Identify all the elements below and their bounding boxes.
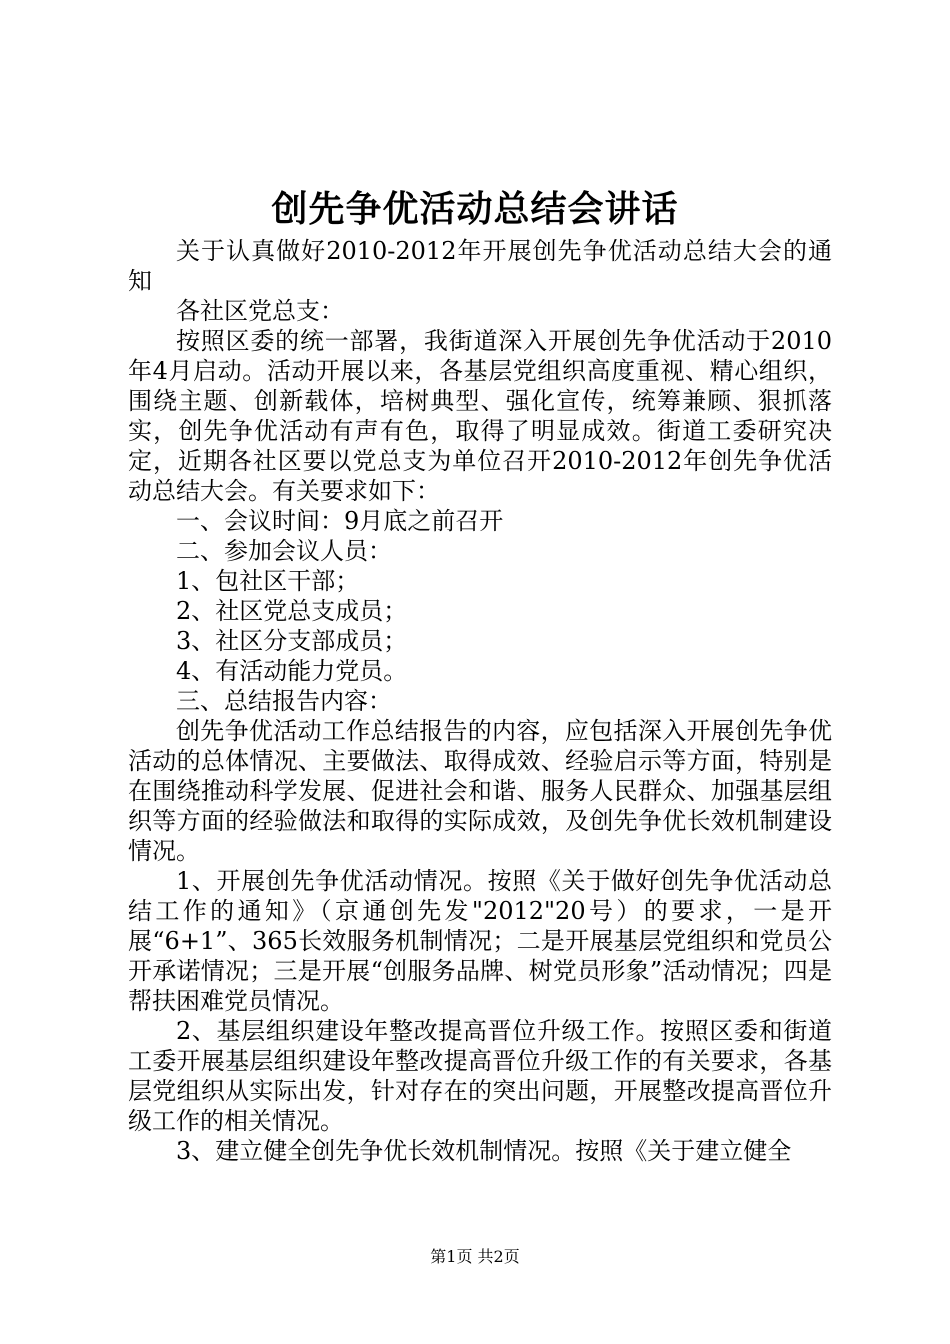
paragraph-attendees-heading: 二、参加会议人员： bbox=[176, 537, 392, 565]
paragraph-report-heading: 三、总结报告内容： bbox=[176, 687, 392, 715]
paragraph-salutation: 各社区党总支： bbox=[176, 297, 344, 325]
page-number-footer: 第1页 共2页 bbox=[430, 1247, 520, 1266]
paragraph-item-2: 2、基层组织建设年整改提高晋位升级工作。按照区委和街道工委开展基层组织建设年整改提高晋位升级工作的有关要求，各基层党组织从实际出发，针对存在的突出问题，开展整改提高晋位升级工作的相关情况。 bbox=[128, 1017, 832, 1135]
document-title: 创先争优活动总结会讲话 bbox=[271, 188, 679, 230]
paragraph-attendee-3: 3、社区分支部成员； bbox=[176, 627, 408, 655]
paragraph-attendee-4: 4、有活动能力党员。 bbox=[176, 657, 408, 685]
paragraph-notice-heading: 关于认真做好2010-2012年开展创先争优活动总结大会的通知 bbox=[128, 237, 832, 295]
paragraph-report-content: 创先争优活动工作总结报告的内容，应包括深入开展创先争优活动的总体情况、主要做法、取得成效、经验启示等方面，特别是在围绕推动科学发展、促进社会和谐、服务人民群众、加强基层组织等方面的经验做法和取得的实际成效，及创先争优长效机制建设情况。 bbox=[128, 717, 832, 865]
paragraph-attendee-1: 1、包社区干部； bbox=[176, 567, 360, 595]
paragraph-attendee-2: 2、社区党总支成员； bbox=[176, 597, 408, 625]
paragraph-item-1: 1、开展创先争优活动情况。按照《关于做好创先争优活动总结工作的通知》（京通创先发"2012"20号）的要求，一是开展“6+1”、365长效服务机制情况；二是开展基层党组织和党员公开承诺情况；三是开展“创服务品牌、树党员形象”活动情况；四是帮扶困难党员情况。 bbox=[128, 867, 832, 1015]
paragraph-meeting-time: 一、会议时间：9月底之前召开 bbox=[176, 507, 504, 535]
paragraph-intro: 按照区委的统一部署，我街道深入开展创先争优活动于2010年4月启动。活动开展以来，各基层党组织高度重视、精心组织，围绕主题、创新载体，培树典型、强化宣传，统筹兼顾、狠抓落实，创先争优活动有声有色，取得了明显成效。街道工委研究决定，近期各社区要以党总支为单位召开2010-2012年创先争优活动总结大会。有关要求如下： bbox=[128, 327, 832, 505]
paragraph-item-3: 3、建立健全创先争优长效机制情况。按照《关于建立健全 bbox=[176, 1137, 792, 1165]
document-body bbox=[128, 236, 832, 1166]
